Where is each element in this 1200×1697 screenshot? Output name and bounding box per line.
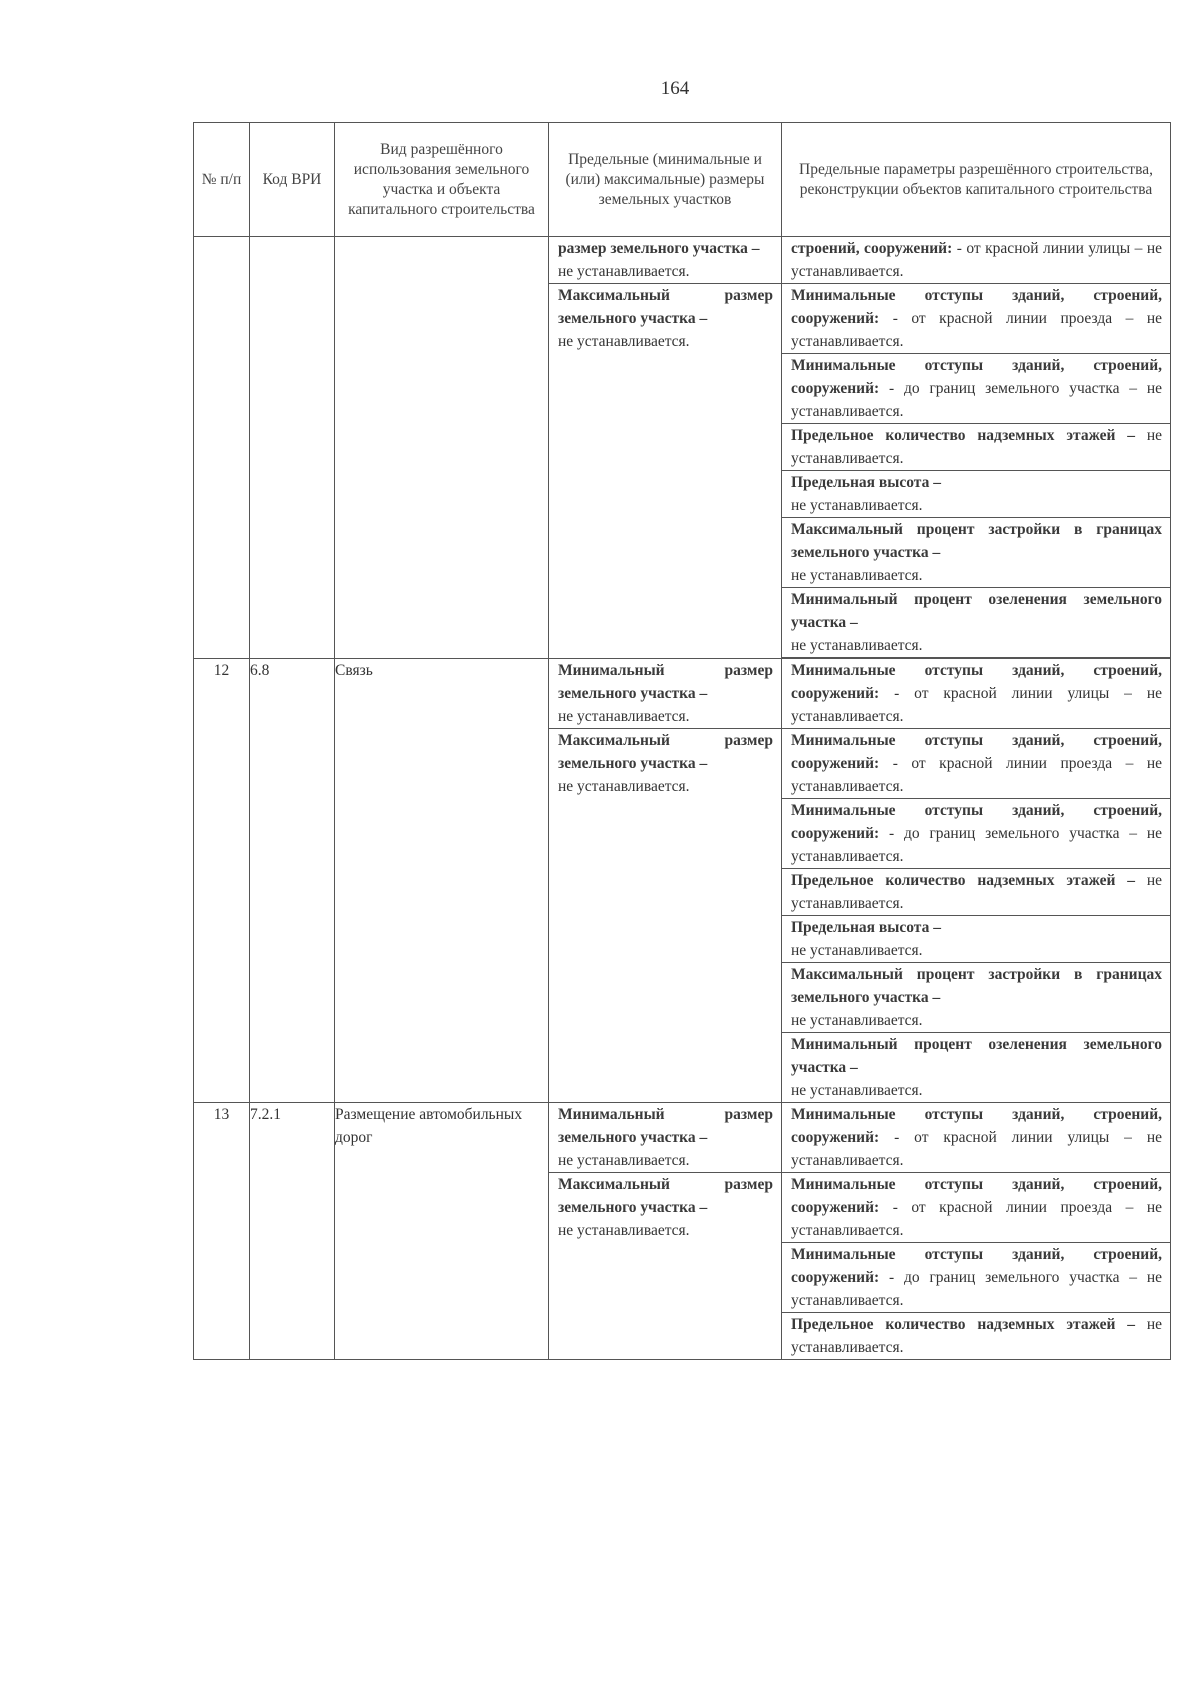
param-value: - до границ земельного участка – не устанавливается. bbox=[791, 825, 1163, 865]
param-cell bbox=[782, 237, 1171, 284]
size-min-value: не устанавливается. bbox=[558, 1152, 690, 1169]
regulations-table bbox=[193, 122, 1171, 1360]
size-min-cell bbox=[549, 237, 782, 284]
size-max-cell bbox=[549, 1173, 782, 1360]
param-cell bbox=[782, 916, 1171, 963]
param-cell bbox=[782, 354, 1171, 424]
param-cell bbox=[782, 869, 1171, 916]
header-row bbox=[194, 123, 1171, 237]
param-value: не устанавливается. bbox=[791, 1012, 923, 1029]
param-title: Минимальные отступы зданий, строений, сооружений: bbox=[791, 1106, 1162, 1146]
table-row-12 bbox=[194, 659, 1171, 729]
param-title: Минимальные отступы зданий, строений, сооружений: bbox=[791, 662, 1162, 702]
param-cell bbox=[782, 1243, 1171, 1313]
param-title: Минимальные отступы зданий, строений, сооружений: bbox=[791, 1176, 1162, 1216]
param-title: Максимальный процент застройки в границах земельного участка – bbox=[791, 521, 1162, 561]
row-code: 7.2.1 bbox=[250, 1103, 335, 1360]
param-title: Минимальный процент озеленения земельного участка – bbox=[791, 1036, 1162, 1076]
param-value: не устанавливается. bbox=[791, 637, 923, 654]
row-code: 6.8 bbox=[250, 659, 335, 1103]
param-title: строений, сооружений: bbox=[791, 240, 953, 257]
size-max-bold: Максимальный размер земельного участка – bbox=[558, 287, 773, 327]
param-cell bbox=[782, 588, 1171, 658]
size-max-cell bbox=[549, 729, 782, 1103]
table-row-continued bbox=[194, 237, 1171, 284]
cell-num bbox=[194, 237, 250, 659]
param-value: не устанавливается. bbox=[791, 872, 1162, 912]
param-cell bbox=[782, 1103, 1171, 1173]
row-type: Связь bbox=[335, 659, 549, 1103]
param-value: - от красной линии улицы – не устанавливается. bbox=[791, 685, 1163, 725]
param-cell bbox=[782, 799, 1171, 869]
param-cell bbox=[782, 1033, 1171, 1103]
param-title: Минимальный процент озеленения земельного участка – bbox=[791, 591, 1162, 631]
size-min-bold: размер земельного участка – bbox=[558, 240, 760, 257]
size-max-bold: Максимальный размер земельного участка – bbox=[558, 732, 773, 772]
size-min-cell bbox=[549, 659, 782, 729]
size-max-bold: Максимальный размер земельного участка – bbox=[558, 1176, 773, 1216]
param-cell bbox=[782, 424, 1171, 471]
size-min-value: не устанавливается. bbox=[558, 708, 690, 725]
row-number: 13 bbox=[194, 1103, 250, 1360]
param-value: - от красной линии проезда – не устанавливается. bbox=[791, 755, 1162, 795]
param-value: - от красной линии проезда – не устанавливается. bbox=[791, 1199, 1162, 1239]
row-type: Размещение автомобильных дорог bbox=[335, 1103, 549, 1360]
page-number: 164 bbox=[660, 78, 690, 99]
param-cell bbox=[782, 1313, 1171, 1360]
param-value: не устанавливается. bbox=[791, 1082, 923, 1099]
param-title: Минимальные отступы зданий, строений, сооружений: bbox=[791, 287, 1162, 327]
size-max-cell bbox=[549, 284, 782, 659]
size-max-value: не устанавливается. bbox=[558, 1222, 690, 1239]
param-value: - от красной линии проезда – не устанавливается. bbox=[791, 310, 1162, 350]
header-sizes: Предельные (минимальные и (или) максимальные) размеры земельных участков bbox=[549, 123, 782, 237]
param-value: - от красной линии улицы – не устанавливается. bbox=[791, 1129, 1163, 1169]
header-num: № п/п bbox=[194, 123, 250, 237]
param-title: Минимальные отступы зданий, строений, сооружений: bbox=[791, 1246, 1162, 1286]
param-value: не устанавливается. bbox=[791, 427, 1162, 467]
header-code: Код ВРИ bbox=[250, 123, 335, 237]
cell-type bbox=[335, 237, 549, 659]
param-title: Предельная высота – bbox=[791, 474, 941, 491]
header-params: Предельные параметры разрешённого строительства, реконструкции объектов капитального строительства bbox=[782, 123, 1171, 237]
param-title: Минимальные отступы зданий, строений, сооружений: bbox=[791, 732, 1162, 772]
param-cell bbox=[782, 284, 1171, 354]
header-type: Вид разрешённого использования земельного участка и объекта капитального строительства bbox=[335, 123, 549, 237]
param-value: не устанавливается. bbox=[791, 567, 923, 584]
size-min-value: не устанавливается. bbox=[558, 263, 690, 280]
row-number: 12 bbox=[194, 659, 250, 1103]
param-cell bbox=[782, 471, 1171, 518]
param-value: не устанавливается. bbox=[791, 497, 923, 514]
param-cell bbox=[782, 659, 1171, 729]
cell-code bbox=[250, 237, 335, 659]
param-value: не устанавливается. bbox=[791, 942, 923, 959]
param-title: Минимальные отступы зданий, строений, сооружений: bbox=[791, 802, 1162, 842]
size-max-value: не устанавливается. bbox=[558, 333, 690, 350]
param-title: Максимальный процент застройки в границах земельного участка – bbox=[791, 966, 1162, 1006]
size-max-value: не устанавливается. bbox=[558, 778, 690, 795]
param-title: Предельное количество надземных этажей – bbox=[791, 872, 1135, 889]
param-title: Минимальные отступы зданий, строений, сооружений: bbox=[791, 357, 1162, 397]
param-value: - до границ земельного участка – не устанавливается. bbox=[791, 1269, 1163, 1309]
param-cell bbox=[782, 1173, 1171, 1243]
table-row-13 bbox=[194, 1103, 1171, 1173]
param-cell bbox=[782, 729, 1171, 799]
param-value: не устанавливается. bbox=[791, 1316, 1162, 1356]
size-min-bold: Минимальный размер земельного участка – bbox=[558, 662, 773, 702]
param-title: Предельное количество надземных этажей – bbox=[791, 427, 1135, 444]
param-cell bbox=[782, 963, 1171, 1033]
param-value: - до границ земельного участка – не устанавливается. bbox=[791, 380, 1163, 420]
size-min-cell bbox=[549, 1103, 782, 1173]
param-title: Предельная высота – bbox=[791, 919, 941, 936]
param-title: Предельное количество надземных этажей – bbox=[791, 1316, 1135, 1333]
size-min-bold: Минимальный размер земельного участка – bbox=[558, 1106, 773, 1146]
param-cell bbox=[782, 518, 1171, 588]
param-value: - от красной линии улицы – не устанавливается. bbox=[791, 240, 1163, 280]
